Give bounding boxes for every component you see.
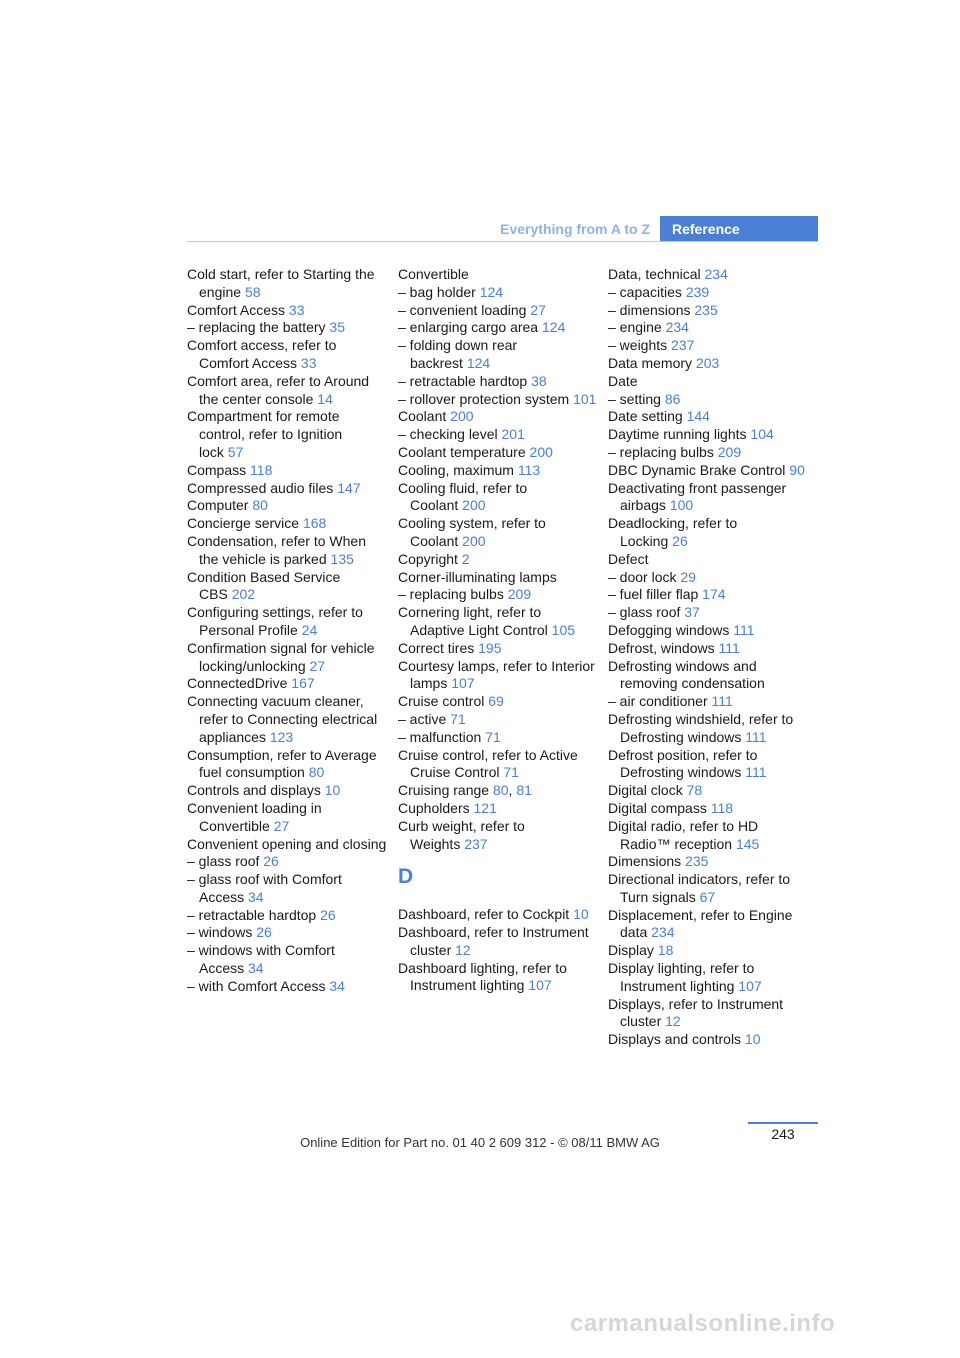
index-term: Convertible bbox=[398, 266, 469, 282]
page-link[interactable]: 29 bbox=[680, 568, 696, 585]
page-link[interactable]: 10 bbox=[573, 906, 589, 923]
index-term: – air conditioner bbox=[608, 693, 708, 710]
page-link[interactable]: 38 bbox=[531, 372, 547, 389]
index-term: Comfort area, refer to Around the center console bbox=[187, 372, 370, 407]
index-column-1 bbox=[187, 266, 387, 996]
index-entry bbox=[608, 355, 808, 373]
index-term: Defogging windows bbox=[608, 621, 730, 638]
page-link[interactable]: 167 bbox=[291, 675, 315, 692]
index-entry bbox=[398, 319, 598, 337]
index-term: Correct tires bbox=[398, 639, 475, 656]
index-entry bbox=[608, 747, 808, 783]
index-entry bbox=[608, 337, 808, 355]
page-link[interactable]: 58 bbox=[244, 283, 261, 300]
index-term: Corner-illuminating lamps bbox=[398, 568, 557, 585]
index-entry bbox=[398, 266, 598, 284]
page-link[interactable]: 71 bbox=[450, 710, 466, 727]
index-entry bbox=[608, 658, 808, 694]
index-entry bbox=[187, 853, 387, 871]
index-entry bbox=[398, 729, 598, 747]
page-link[interactable]: 209 bbox=[717, 443, 742, 460]
index-term: Defrosting windows and removing condensation bbox=[608, 657, 765, 692]
page-link[interactable]: 14 bbox=[317, 390, 333, 407]
index-term: Condition Based Service CBS bbox=[187, 568, 341, 603]
index-term: Digital compass bbox=[608, 799, 707, 816]
page-link[interactable]: 78 bbox=[686, 782, 703, 799]
index-term: – fuel filler flap bbox=[608, 586, 699, 603]
index-term: Defrost position, refer to Defrosting windows bbox=[608, 746, 758, 781]
index-term: Digital radio, refer to HD Radio™ reception bbox=[608, 817, 759, 852]
page-link[interactable]: 33 bbox=[288, 301, 305, 318]
page-link[interactable]: 124 bbox=[542, 319, 566, 336]
page-link[interactable]: 57 bbox=[227, 443, 244, 460]
index-column-3 bbox=[608, 266, 808, 1049]
index-term: Dashboard lighting, refer to Instrument lighting bbox=[398, 959, 567, 994]
index-entry bbox=[608, 853, 808, 871]
index-entry bbox=[608, 586, 808, 604]
index-term: ConnectedDrive bbox=[187, 675, 288, 692]
index-entry bbox=[608, 319, 808, 337]
page-link[interactable]: 34 bbox=[248, 960, 264, 977]
page-link[interactable]: 121 bbox=[473, 799, 497, 816]
index-entry bbox=[608, 266, 808, 284]
index-term: Coolant temperature bbox=[398, 443, 526, 460]
index-entry bbox=[187, 604, 387, 640]
index-term: Dashboard, refer to Cockpit bbox=[398, 906, 570, 923]
index-term: DBC Dynamic Brake Control bbox=[608, 461, 786, 478]
index-term: Data, technical bbox=[608, 266, 701, 282]
page-link[interactable]: 67 bbox=[699, 888, 716, 905]
index-term: Copyright bbox=[398, 550, 458, 567]
index-term: Directional indicators, refer to Turn signals bbox=[608, 871, 791, 905]
watermark-logo: carmanualsonline.info bbox=[570, 1310, 836, 1337]
index-term: Cruise control bbox=[398, 693, 485, 710]
index-entry bbox=[608, 604, 808, 622]
index-term: – replacing the battery bbox=[187, 319, 326, 336]
page-link[interactable]: 124 bbox=[466, 354, 491, 371]
index-entry bbox=[608, 408, 808, 426]
page-link[interactable]: 71 bbox=[503, 764, 519, 781]
page-link[interactable]: 107 bbox=[451, 675, 475, 692]
index-term: Curb weight, refer to Weights bbox=[398, 817, 525, 852]
index-entry bbox=[608, 462, 808, 480]
index-entry bbox=[608, 907, 808, 943]
page-link[interactable]: 209 bbox=[507, 586, 532, 603]
page-link[interactable]: 26 bbox=[672, 532, 688, 549]
index-term: – door lock bbox=[608, 568, 677, 585]
index-entry bbox=[398, 800, 598, 818]
index-term: – replacing bulbs bbox=[608, 443, 714, 460]
index-term: Data memory bbox=[608, 354, 693, 371]
index-term: Dashboard, refer to Instrument cluster bbox=[398, 924, 589, 958]
index-term: Cooling, maximum bbox=[398, 461, 514, 478]
page-link[interactable]: 234 bbox=[665, 319, 689, 336]
index-term: Comfort Access bbox=[187, 301, 286, 318]
index-term: Display bbox=[608, 942, 654, 959]
index-term: – glass roof bbox=[187, 853, 260, 870]
index-term: – dimensions bbox=[608, 301, 691, 318]
index-term: – with Comfort Access bbox=[187, 977, 326, 994]
index-term: Digital clock bbox=[608, 782, 683, 799]
index-term: Compressed audio files bbox=[187, 479, 334, 496]
index-entry: Cruising range 80, 81 bbox=[398, 782, 532, 799]
index-term: Consumption, refer to Average fuel consumption bbox=[187, 746, 377, 781]
index-entry bbox=[398, 551, 598, 569]
page-link[interactable]: 107 bbox=[528, 977, 552, 994]
index-term: Cupholders bbox=[398, 799, 470, 816]
page-link[interactable]: 27 bbox=[273, 817, 290, 834]
index-term: – malfunction bbox=[398, 728, 482, 745]
index-entry bbox=[398, 640, 598, 658]
index-term: – glass roof with Comfort Access bbox=[187, 871, 342, 905]
page-link[interactable]: 90 bbox=[789, 461, 805, 478]
index-term: Defect bbox=[608, 550, 649, 567]
page-link[interactable]: 174 bbox=[702, 586, 726, 603]
page-link[interactable]: 111 bbox=[745, 764, 767, 781]
index-entry bbox=[398, 569, 598, 587]
page-link[interactable]: 111 bbox=[745, 728, 767, 745]
page-link[interactable]: 200 bbox=[529, 443, 553, 460]
page-link[interactable]: 24 bbox=[301, 621, 318, 638]
index-term: Coolant bbox=[398, 408, 447, 425]
index-entry bbox=[187, 836, 387, 854]
index-entry bbox=[398, 302, 598, 320]
section-title: Everything from A to Z bbox=[500, 221, 650, 237]
page-link[interactable]: 18 bbox=[657, 942, 674, 959]
index-term: Controls and displays bbox=[187, 782, 321, 799]
index-entry bbox=[187, 924, 387, 942]
index-entry bbox=[398, 818, 598, 854]
index-term: – windows with Comfort Access bbox=[187, 942, 335, 977]
index-term: Convenient opening and closing bbox=[187, 835, 387, 852]
page-link[interactable]: 80 bbox=[252, 497, 268, 514]
page-link[interactable]: 135 bbox=[330, 550, 354, 567]
index-entry bbox=[398, 515, 598, 551]
index-entry bbox=[398, 586, 598, 604]
header-divider bbox=[187, 241, 818, 242]
index-entry bbox=[398, 391, 598, 409]
index-entry bbox=[398, 693, 598, 711]
page-link[interactable]: 168 bbox=[302, 515, 327, 532]
index-entry bbox=[608, 515, 808, 551]
index-entry bbox=[398, 906, 598, 924]
index-term: – setting bbox=[608, 390, 661, 407]
page-link[interactable]: 124 bbox=[479, 283, 504, 300]
index-entry bbox=[608, 960, 808, 996]
index-term: Cornering light, refer to Adaptive Light Control bbox=[398, 604, 548, 638]
index-term: Displacement, refer to Engine data bbox=[608, 906, 793, 941]
index-entry bbox=[187, 782, 387, 800]
page-link[interactable]: 80 bbox=[308, 764, 325, 781]
page-link[interactable]: 34 bbox=[248, 888, 264, 905]
index-term: Courtesy lamps, refer to Interior lamps bbox=[398, 657, 595, 692]
index-term: – weights bbox=[608, 337, 668, 354]
index-term: Date bbox=[608, 372, 638, 389]
page-link[interactable]: 26 bbox=[320, 906, 336, 923]
index-term: – enlarging cargo area bbox=[398, 319, 539, 336]
index-entry bbox=[608, 551, 808, 569]
page-link[interactable]: 200 bbox=[462, 497, 486, 514]
index-entry bbox=[608, 693, 808, 711]
index-entry bbox=[187, 640, 387, 676]
page-link[interactable]: 111 bbox=[718, 639, 740, 656]
page-link[interactable]: 144 bbox=[686, 408, 710, 425]
index-entry bbox=[398, 462, 598, 480]
page-number-rule bbox=[748, 1122, 818, 1124]
index-entry bbox=[608, 302, 808, 320]
page-link[interactable]: 27 bbox=[309, 657, 326, 674]
page-link[interactable]: 203 bbox=[695, 354, 720, 371]
section-letter: D bbox=[398, 865, 414, 889]
index-entry bbox=[187, 337, 387, 373]
page-link[interactable]: 71 bbox=[485, 728, 501, 745]
index-entry bbox=[398, 284, 598, 302]
page-link[interactable]: 34 bbox=[329, 977, 345, 994]
index-entry bbox=[187, 533, 387, 569]
index-term: Cruising range bbox=[398, 782, 490, 799]
index-column-2 bbox=[398, 266, 598, 995]
index-entry bbox=[398, 658, 598, 694]
index-entry bbox=[398, 711, 598, 729]
index-entry bbox=[187, 302, 387, 320]
index-term: Cold start, refer to Starting the engine bbox=[187, 266, 375, 300]
index-entry bbox=[187, 675, 387, 693]
index-entry bbox=[608, 818, 808, 854]
index-entry bbox=[608, 426, 808, 444]
index-term: – engine bbox=[608, 319, 662, 336]
index-entry bbox=[398, 408, 598, 426]
index-entry bbox=[398, 960, 598, 996]
index-entry bbox=[187, 800, 387, 836]
index-entry bbox=[398, 747, 598, 783]
index-term: Configuring settings, refer to Personal Profile bbox=[187, 604, 363, 638]
page-link[interactable]: 123 bbox=[269, 728, 294, 745]
index-term: – capacities bbox=[608, 283, 682, 300]
index-entry bbox=[608, 391, 808, 409]
index-entry bbox=[187, 373, 387, 409]
index-term: – convenient loading bbox=[398, 301, 527, 318]
page-link[interactable]: 104 bbox=[750, 426, 774, 443]
index-entry bbox=[187, 462, 387, 480]
index-term: Confirmation signal for vehicle locking/unlocking bbox=[187, 639, 375, 674]
page-link[interactable]: 81 bbox=[516, 782, 532, 799]
page-link[interactable]: 101 bbox=[573, 390, 597, 407]
index-entry bbox=[608, 444, 808, 462]
index-term: Displays, refer to Instrument cluster bbox=[608, 995, 784, 1030]
index-entry bbox=[187, 266, 387, 302]
index-term: – glass roof bbox=[608, 604, 681, 621]
index-entry bbox=[608, 640, 808, 658]
page-link[interactable]: 10 bbox=[324, 782, 341, 799]
index-term: – folding down rear backrest bbox=[398, 337, 518, 371]
index-entry bbox=[398, 604, 598, 640]
page-link[interactable]: 200 bbox=[462, 532, 486, 549]
page-link[interactable]: 235 bbox=[685, 853, 709, 870]
index-term: Deactivating front passenger airbags bbox=[608, 479, 787, 514]
index-entry bbox=[398, 373, 598, 391]
index-term: – windows bbox=[187, 924, 253, 941]
index-term: Connecting vacuum cleaner, refer to Connecting electrical appliances bbox=[187, 693, 378, 745]
index-entry bbox=[608, 942, 808, 960]
page-link[interactable]: 237 bbox=[671, 337, 695, 354]
index-term: Deadlocking, refer to Locking bbox=[608, 515, 738, 549]
index-entry bbox=[608, 782, 808, 800]
index-term: Daytime running lights bbox=[608, 426, 747, 443]
page-link[interactable]: 201 bbox=[501, 426, 525, 443]
index-entry bbox=[608, 373, 808, 391]
index-entry bbox=[608, 871, 808, 907]
index-term: Display lighting, refer to Instrument lighting bbox=[608, 960, 755, 994]
page-link[interactable]: 111 bbox=[711, 693, 733, 710]
index-entry bbox=[398, 924, 598, 960]
index-entry bbox=[187, 515, 387, 533]
index-entry bbox=[608, 622, 808, 640]
index-term: Defrosting windshield, refer to Defrosting windows bbox=[608, 710, 794, 745]
index-term: – bag holder bbox=[398, 283, 476, 300]
index-entry bbox=[187, 747, 387, 783]
index-term: Cruise control, refer to Active Cruise Control bbox=[398, 746, 578, 781]
page-link[interactable]: 107 bbox=[738, 977, 762, 994]
page-link[interactable]: 27 bbox=[530, 301, 546, 318]
index-term: Cooling system, refer to Coolant bbox=[398, 515, 546, 549]
page-link[interactable]: 239 bbox=[685, 283, 710, 300]
index-term: – retractable hardtop bbox=[398, 372, 528, 389]
index-entry bbox=[608, 1031, 808, 1049]
page-link[interactable]: 2 bbox=[461, 550, 470, 567]
index-term: Compass bbox=[187, 461, 247, 478]
index-entry bbox=[187, 497, 387, 515]
index-entry bbox=[187, 319, 387, 337]
index-term: Concierge service bbox=[187, 515, 300, 532]
index-entry bbox=[608, 480, 808, 516]
index-entry bbox=[187, 480, 387, 498]
page-link[interactable]: 10 bbox=[744, 1031, 761, 1048]
index-entry bbox=[187, 978, 387, 996]
index-term: Dimensions bbox=[608, 853, 682, 870]
page-link[interactable]: 105 bbox=[551, 621, 576, 638]
index-entry bbox=[608, 284, 808, 302]
footer-text: Online Edition for Part no. 01 40 2 609 312 - © 08/11 BMW AG bbox=[300, 1135, 660, 1150]
index-term: – active bbox=[398, 710, 447, 727]
index-entry bbox=[608, 996, 808, 1032]
page-link[interactable]: 145 bbox=[735, 835, 760, 852]
index-entry bbox=[187, 408, 387, 461]
page-link[interactable]: 33 bbox=[300, 354, 317, 371]
page-link[interactable]: 234 bbox=[704, 266, 728, 282]
index-entry bbox=[187, 907, 387, 925]
page-number: 243 bbox=[771, 1126, 795, 1142]
index-entry bbox=[398, 426, 598, 444]
page-link[interactable]: 26 bbox=[256, 924, 272, 941]
page-link[interactable]: 235 bbox=[694, 301, 718, 318]
page-link[interactable]: 26 bbox=[263, 853, 279, 870]
index-entry bbox=[398, 444, 598, 462]
page-link[interactable]: 237 bbox=[464, 835, 488, 852]
index-entry bbox=[187, 569, 387, 605]
index-term: Comfort access, refer to Comfort Access bbox=[187, 337, 337, 371]
page-link[interactable]: 118 bbox=[710, 799, 734, 816]
index-term: Compartment for remote control, refer to Ignition lock bbox=[187, 408, 343, 460]
index-term: – checking level bbox=[398, 426, 498, 443]
page-link[interactable]: 35 bbox=[329, 319, 345, 336]
index-term: Condensation, refer to When the vehicle is parked bbox=[187, 532, 366, 567]
index-entry bbox=[187, 942, 387, 978]
page-link[interactable]: 100 bbox=[669, 497, 694, 514]
page-link[interactable]: 147 bbox=[337, 479, 361, 496]
index-term: – retractable hardtop bbox=[187, 906, 317, 923]
index-entry bbox=[398, 480, 598, 516]
index-term: – rollover protection system bbox=[398, 390, 570, 407]
index-entry bbox=[398, 337, 598, 373]
index-term: Date setting bbox=[608, 408, 683, 425]
page-link[interactable]: 118 bbox=[250, 461, 273, 478]
page-link[interactable]: 37 bbox=[684, 604, 700, 621]
index-term: Computer bbox=[187, 497, 249, 514]
page-link[interactable]: 234 bbox=[651, 924, 675, 941]
index-entry bbox=[187, 693, 387, 746]
page-link[interactable]: 12 bbox=[455, 941, 471, 958]
index-term: – replacing bulbs bbox=[398, 586, 504, 603]
page-link[interactable]: 80 bbox=[492, 782, 509, 799]
index-entry bbox=[187, 871, 387, 907]
page-link[interactable]: 86 bbox=[664, 390, 681, 407]
page-link[interactable]: 69 bbox=[488, 693, 504, 710]
index-term: Defrost, windows bbox=[608, 639, 715, 656]
page-link[interactable]: 195 bbox=[478, 639, 502, 656]
index-entry bbox=[608, 711, 808, 747]
index-term: Convenient loading in Convertible bbox=[187, 799, 322, 834]
page-link[interactable]: 200 bbox=[450, 408, 474, 425]
page-link[interactable]: 202 bbox=[231, 586, 256, 603]
page-link[interactable]: 12 bbox=[665, 1013, 681, 1030]
reference-tab: Reference bbox=[660, 216, 818, 242]
page-link[interactable]: 111 bbox=[733, 621, 755, 638]
index-term: Cooling fluid, refer to Coolant bbox=[398, 479, 528, 514]
index-entry bbox=[608, 569, 808, 587]
index-entry bbox=[608, 800, 808, 818]
page-link[interactable]: 113 bbox=[517, 461, 541, 478]
index-term: Displays and controls bbox=[608, 1031, 742, 1048]
